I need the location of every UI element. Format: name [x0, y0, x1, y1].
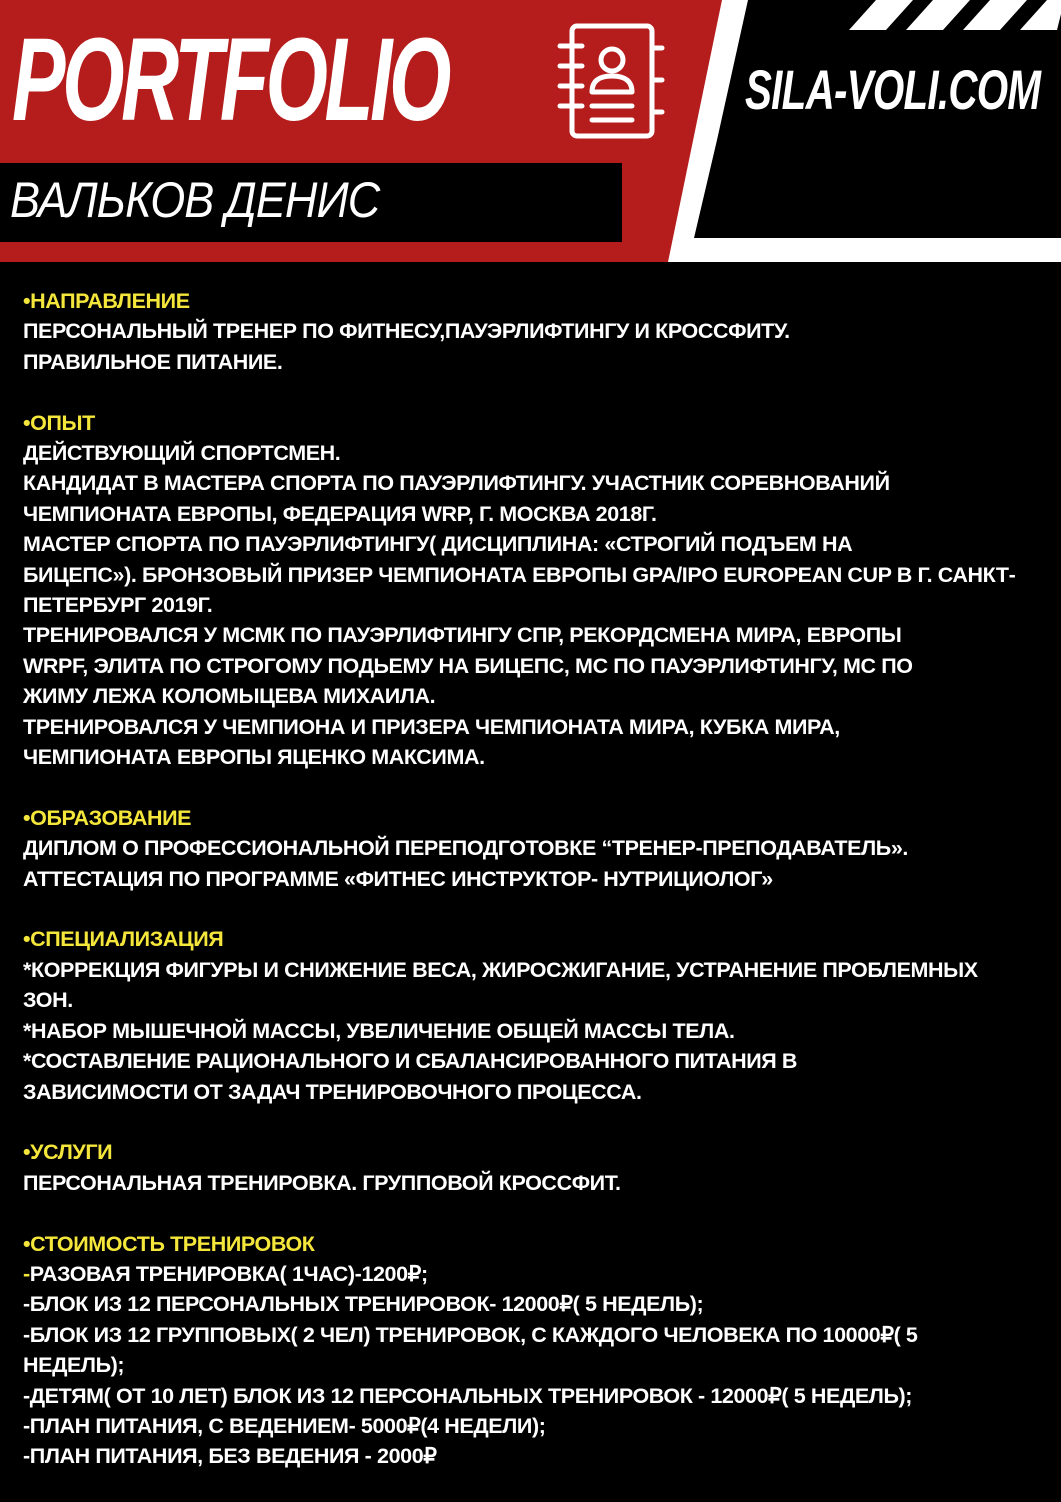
- section-heading: •ОБРАЗОВАНИЕ: [23, 805, 192, 830]
- price-line: [23, 1259, 1033, 1289]
- section-heading: •ОПЫТ: [23, 410, 95, 435]
- price-line: -ДЕТЯМ( ОТ 10 ЛЕТ) БЛОК ИЗ 12 ПЕРСОНАЛЬНЫХ ТРЕНИРОВОК - 12000₽( 5 НЕДЕЛЬ);: [23, 1383, 913, 1408]
- text-line: АТТЕСТАЦИЯ ПО ПРОГРАММЕ «ФИТНЕС ИНСТРУКТОР- НУТРИЦИОЛОГ»: [23, 866, 773, 891]
- text-line: *СОСТАВЛЕНИЕ РАЦИОНАЛЬНОГО И СБАЛАНСИРОВАННОГО ПИТАНИЯ В: [23, 1049, 798, 1074]
- text-line: ЧЕМПИОНАТА ЕВРОПЫ ЯЦЕНКО МАКСИМА.: [23, 745, 485, 770]
- text-line: ПЕРСОНАЛЬНАЯ ТРЕНИРОВКА. ГРУППОВОЙ КРОССФИТ.: [23, 1170, 621, 1195]
- text-line: WRPF, ЭЛИТА ПО СТРОГОМУ ПОДЬЕМУ НА БИЦЕПС, МС ПО ПАУЭРЛИФТИНГУ, МС ПО: [23, 653, 913, 678]
- text-line: МАСТЕР СПОРТА ПО ПАУЭРЛИФТИНГУ( ДИСЦИПЛИНА: «СТРОГИЙ ПОДЪЕМ НА: [23, 532, 853, 557]
- text-line: ПЕРСОНАЛЬНЫЙ ТРЕНЕР ПО ФИТНЕСУ,ПАУЭРЛИФТИНГУ И КРОССФИТУ.: [23, 319, 790, 344]
- text-line: ЗОН.: [23, 988, 73, 1013]
- text-line: ДИПЛОМ О ПРОФЕССИОНАЛЬНОЙ ПЕРЕПОДГОТОВКЕ “ТРЕНЕР-ПРЕПОДАВАТЕЛЬ».: [23, 836, 908, 861]
- price-dash: -: [23, 1261, 30, 1286]
- section-experience: [23, 408, 1033, 773]
- section-specialization: [23, 924, 1033, 1106]
- price-text: РАЗОВАЯ ТРЕНИРОВКА( 1ЧАС)-1200₽;: [29, 1261, 428, 1286]
- text-line: ТРЕНИРОВАЛСЯ У МСМК ПО ПАУЭРЛИФТИНГУ СПР, РЕКОРДСМЕНА МИРА, ЕВРОПЫ: [23, 623, 902, 648]
- site-url: SILA-VOLI.COM: [745, 58, 1041, 121]
- section-services: [23, 1137, 1033, 1198]
- section-heading: •НАПРАВЛЕНИЕ: [23, 289, 190, 313]
- trainer-name: ВАЛЬКОВ ДЕНИС: [10, 172, 380, 228]
- price-line: -ПЛАН ПИТАНИЯ, БЕЗ ВЕДЕНИЯ - 2000₽: [23, 1444, 437, 1469]
- text-line: ДЕЙСТВУЮЩИЙ СПОРТСМЕН.: [23, 441, 341, 466]
- section-heading: •УСЛУГИ: [23, 1140, 113, 1165]
- portfolio-content: [23, 286, 1033, 1502]
- section-heading: •СПЕЦИАЛИЗАЦИЯ: [23, 927, 224, 952]
- section-education: [23, 803, 1033, 894]
- text-line: *НАБОР МЫШЕЧНОЙ МАССЫ, УВЕЛИЧЕНИЕ ОБЩЕЙ МАССЫ ТЕЛА.: [23, 1018, 735, 1043]
- portfolio-notebook-icon: [556, 20, 666, 142]
- text-line: ТРЕНИРОВАЛСЯ У ЧЕМПИОНА И ПРИЗЕРА ЧЕМПИОНАТА МИРА, КУБКА МИРА,: [23, 714, 840, 739]
- price-line: -ПЛАН ПИТАНИЯ, С ВЕДЕНИЕМ- 5000₽(4 НЕДЕЛИ);: [23, 1413, 546, 1438]
- section-heading: •СТОИМОСТЬ ТРЕНИРОВОК: [23, 1231, 315, 1256]
- text-line: КАНДИДАТ В МАСТЕРА СПОРТА ПО ПАУЭРЛИФТИНГУ. УЧАСТНИК СОРЕВНОВАНИЙ: [23, 471, 890, 496]
- text-line: *КОРРЕКЦИЯ ФИГУРЫ И СНИЖЕНИЕ ВЕСА, ЖИРОСЖИГАНИЕ, УСТРАНЕНИЕ ПРОБЛЕМНЫХ: [23, 957, 978, 982]
- price-line: -БЛОК ИЗ 12 ГРУППОВЫХ( 2 ЧЕЛ) ТРЕНИРОВОК, С КАЖДОГО ЧЕЛОВЕКА ПО 10000₽( 5: [23, 1322, 918, 1347]
- price-line: НЕДЕЛЬ);: [23, 1353, 125, 1378]
- section-pricing: [23, 1229, 1033, 1472]
- header-banner: [0, 0, 1061, 262]
- text-line: ЖИМУ ЛЕЖА КОЛОМЫЦЕВА МИХАИЛА.: [23, 684, 436, 709]
- text-line: ЧЕМПИОНАТА ЕВРОПЫ, ФЕДЕРАЦИЯ WRP, Г. МОСКВА 2018Г.: [23, 501, 657, 526]
- text-line: БИЦЕПС»). БРОНЗОВЫЙ ПРИЗЕР ЧЕМПИОНАТА ЕВРОПЫ GPA/IPO EUROPEAN CUP В Г. САНКТ-: [23, 562, 1016, 587]
- text-line: ЗАВИСИМОСТИ ОТ ЗАДАЧ ТРЕНИРОВОЧНОГО ПРОЦЕССА.: [23, 1079, 642, 1104]
- text-line: ПЕТЕРБУРГ 2019Г.: [23, 593, 213, 618]
- section-direction: [23, 286, 1033, 377]
- price-line: -БЛОК ИЗ 12 ПЕРСОНАЛЬНЫХ ТРЕНИРОВОК- 12000₽( 5 НЕДЕЛЬ);: [23, 1292, 704, 1317]
- portfolio-title: PORTFOLIO: [12, 14, 448, 146]
- text-line: ПРАВИЛЬНОЕ ПИТАНИЕ.: [23, 349, 283, 374]
